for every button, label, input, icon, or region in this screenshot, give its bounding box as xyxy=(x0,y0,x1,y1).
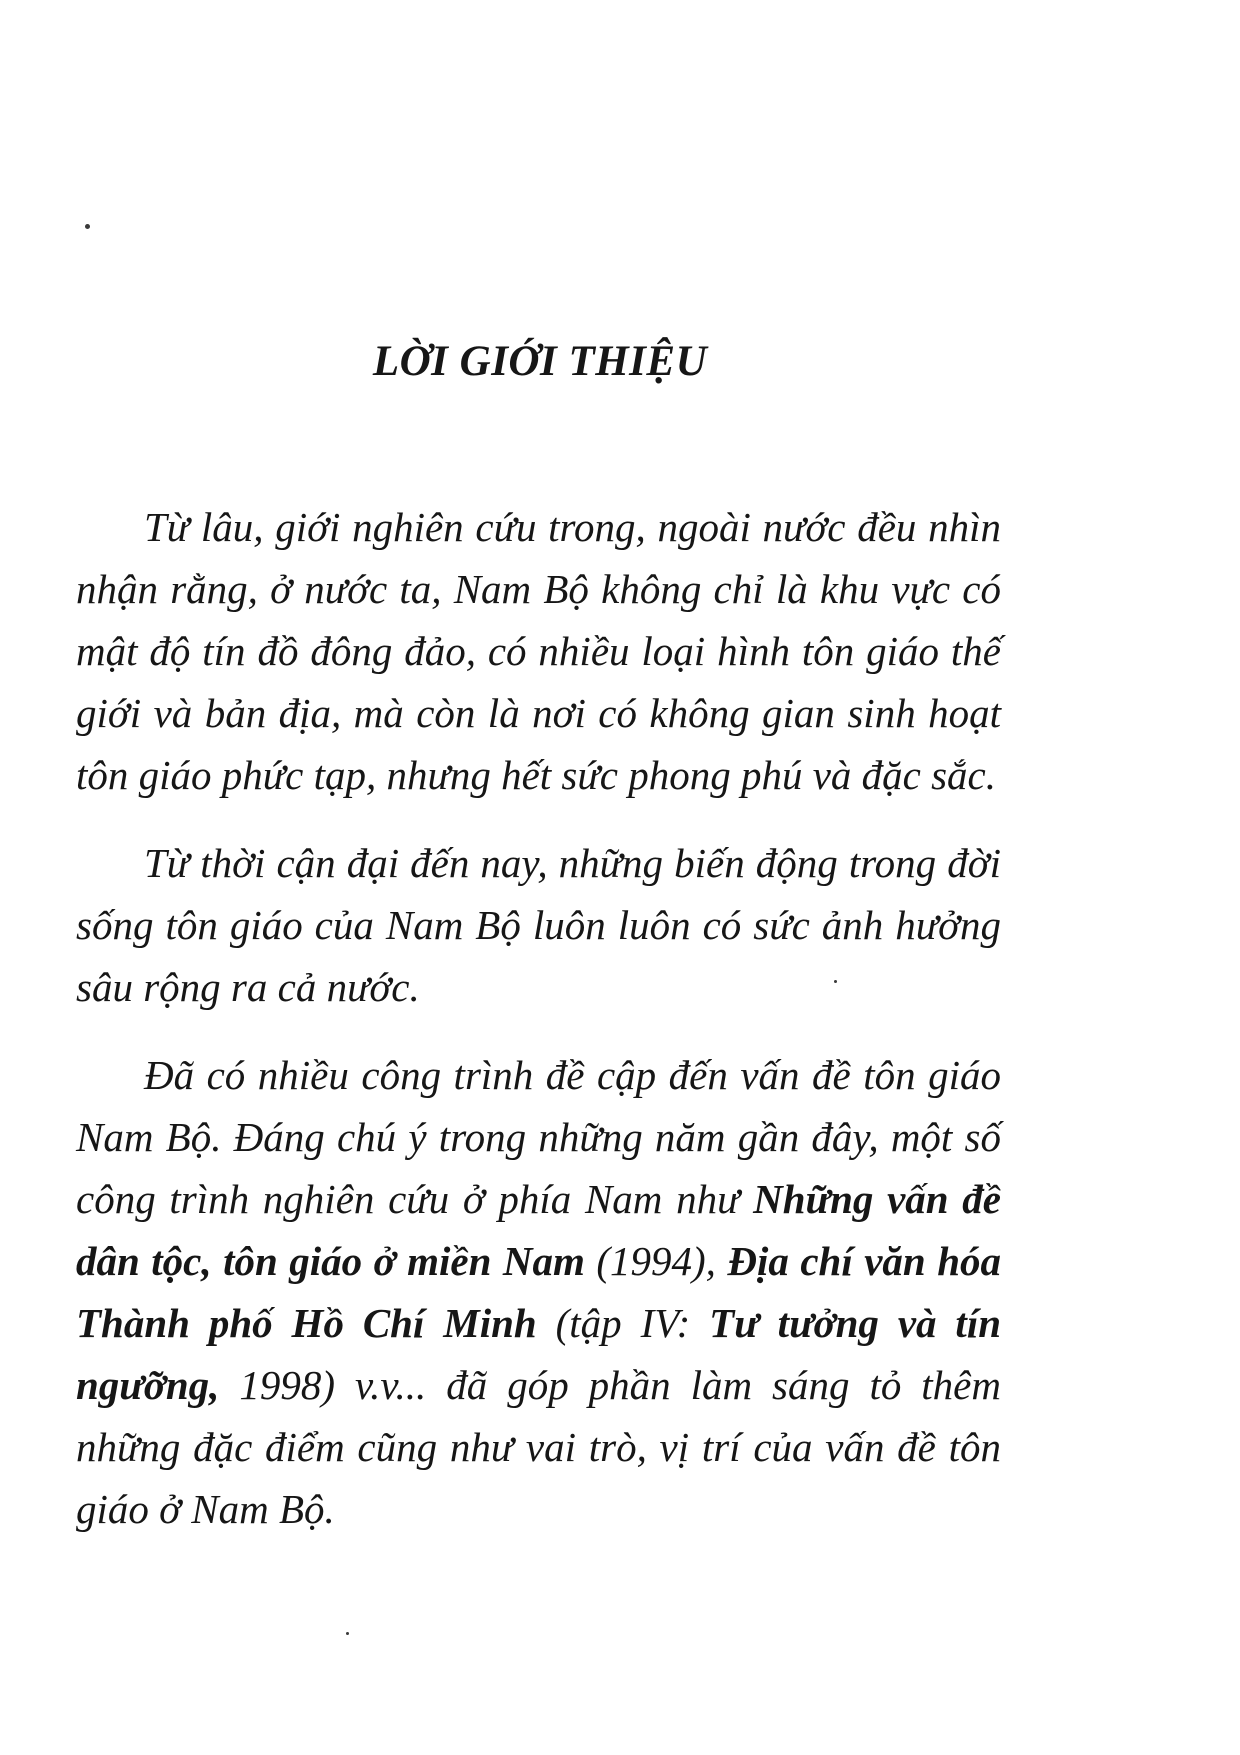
paragraph-3 xyxy=(76,1044,1001,1540)
book-title-1: Những vấn đề dân tộc, tôn giáo ở miền Nam xyxy=(76,1176,1001,1284)
paragraph-3-text: (tập IV: xyxy=(536,1300,710,1346)
paragraph-2: Từ thời cận đại đến nay, những biến động trong đời sống tôn giáo của Nam Bộ luôn luôn có sức ảnh hưởng sâu rộng ra cả nước. xyxy=(76,840,1001,1010)
book-title-2: Địa chí văn hóa Thành phố Hồ Chí Minh xyxy=(76,1238,1001,1346)
page-title: LỜI GIỚI THIỆU xyxy=(372,338,708,385)
body-text xyxy=(76,496,1001,1540)
scan-speck xyxy=(85,224,90,229)
book-subtitle: Tư tưởng và tín ngưỡng, xyxy=(76,1300,1002,1408)
paragraph-1: Từ lâu, giới nghiên cứu trong, ngoài nước đều nhìn nhận rằng, ở nước ta, Nam Bộ không chỉ là khu vực có mật độ tín đồ đông đảo, có nhiều loại hình tôn giáo thế giới và bản địa, mà còn là nơi có không gian sinh hoạt tôn giáo phức tạp, nhưng hết sức phong phú và đặc sắc. xyxy=(76,504,1001,798)
paragraph-3-text: 1998) v.v... đã góp phần làm sáng tỏ thêm những đặc điểm cũng như vai trò, vị trí của vấn đề tôn giáo ở Nam Bộ. xyxy=(76,1362,1001,1532)
scan-speck xyxy=(346,1632,349,1635)
paragraph-3-text: Đã có nhiều công trình đề cập đến vấn đề tôn giáo Nam Bộ. Đáng chú ý trong những năm gần đây, một số công trình nghiên cứu ở phía Nam như xyxy=(76,1052,1001,1222)
paragraph-3-text: (1994), xyxy=(584,1238,728,1284)
